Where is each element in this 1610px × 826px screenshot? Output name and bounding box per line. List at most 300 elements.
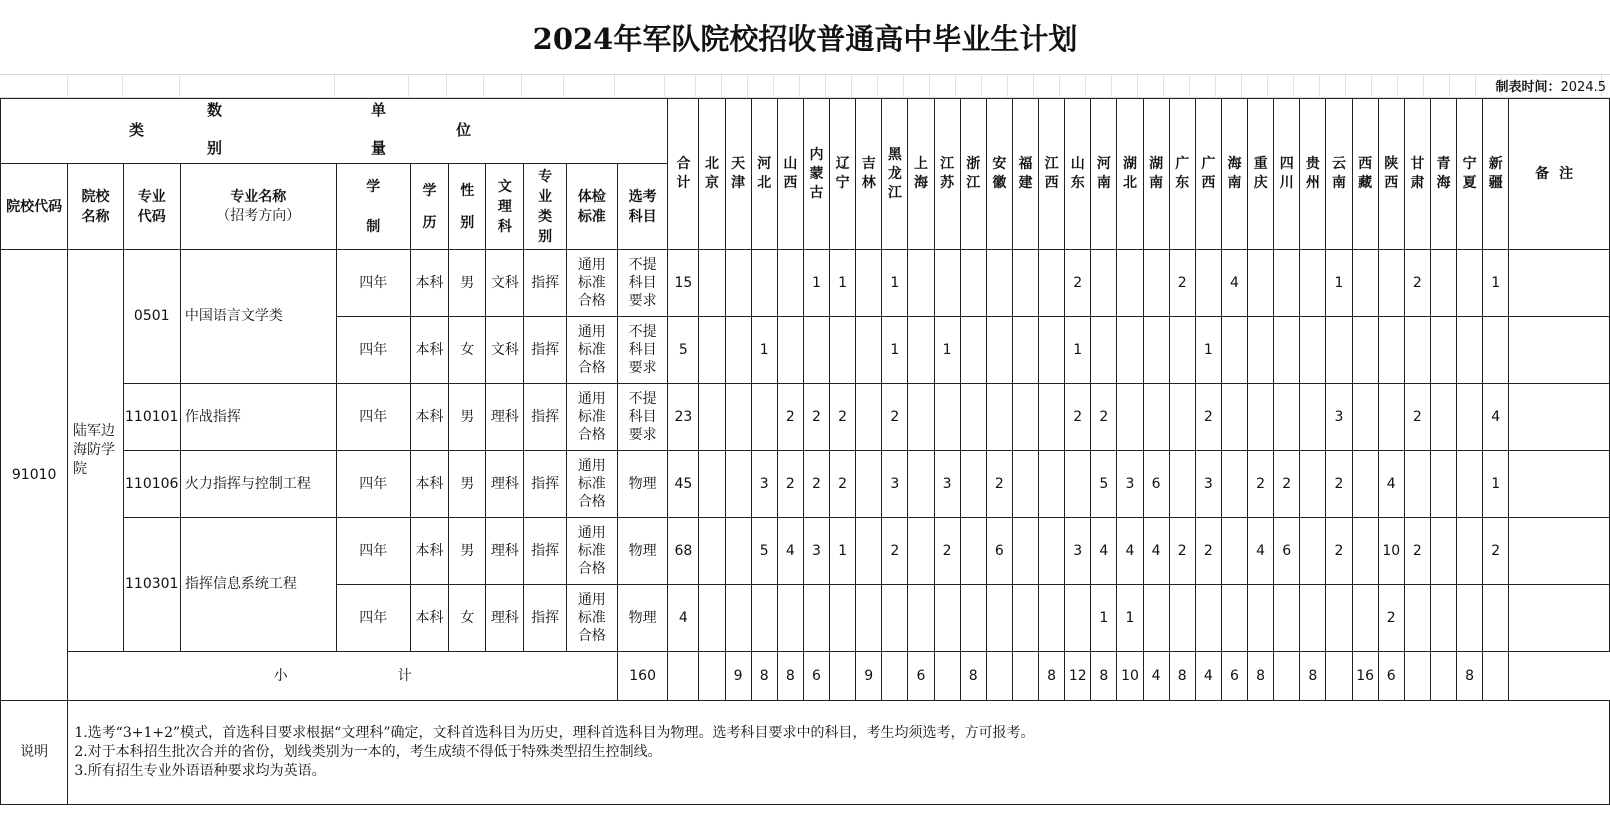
header-major-code-text: 专业代码 [137, 188, 166, 225]
cell-leibie: 指挥 [524, 250, 566, 317]
cell-xingbie: 男 [449, 384, 486, 451]
cell-province-count [1378, 250, 1404, 317]
date-made-value: 2024.5 [1560, 80, 1606, 95]
cell-province-count [1457, 585, 1483, 652]
province-header [960, 99, 986, 250]
cell-province-count: 1 [1065, 317, 1091, 384]
cell-province-count: 1 [830, 518, 856, 585]
cell-province-count: 6 [1274, 518, 1300, 585]
cell-province-count [1352, 451, 1378, 518]
cell-province-count: 3 [1117, 451, 1143, 518]
province-header [1012, 99, 1038, 250]
cell-province-count [751, 250, 777, 317]
cell-province-count: 4 [1248, 518, 1274, 585]
cell-province-count [960, 317, 986, 384]
cell-province-count: 2 [1091, 384, 1117, 451]
cell-province-count [1300, 585, 1326, 652]
cell-province-count [1352, 250, 1378, 317]
cell-province-count [1248, 250, 1274, 317]
subtotal-row [1, 652, 1610, 701]
cell-xueli: 本科 [410, 384, 448, 451]
cell-xingbie: 男 [449, 451, 486, 518]
cell-xuezhi: 四年 [336, 585, 410, 652]
province-header [1300, 99, 1326, 250]
subtotal-province-count: 8 [1457, 652, 1483, 701]
cell-province-count [1039, 384, 1065, 451]
header-xingbie [449, 164, 486, 250]
cell-province-count [986, 585, 1012, 652]
notes-row [1, 701, 1610, 805]
cell-province-count: 2 [777, 451, 803, 518]
province-name: 新疆 [1488, 156, 1503, 191]
cell-tijian-text: 通用标准合格 [577, 256, 606, 309]
header-xuankao-text: 选考科目 [628, 188, 657, 225]
province-name: 北京 [705, 156, 720, 191]
province-header [777, 99, 803, 250]
cell-province-count [1352, 384, 1378, 451]
subtotal-label [68, 652, 618, 701]
cell-province-count: 2 [803, 451, 829, 518]
province-name: 上海 [914, 156, 929, 191]
cell-xuankao-text: 物理 [628, 609, 657, 626]
cell-province-count [725, 518, 751, 585]
cell-xuankao-text: 物理 [628, 542, 657, 559]
province-header [1248, 99, 1274, 250]
cell-total: 23 [668, 384, 699, 451]
cell-xuankao-text: 不提科目要求 [628, 323, 657, 376]
cell-wenli: 理科 [486, 518, 524, 585]
province-header [1404, 99, 1430, 250]
cell-total: 5 [668, 317, 699, 384]
province-header [725, 99, 751, 250]
major-name-cell: 中国语言文学类 [180, 250, 336, 384]
cell-province-count [1143, 317, 1169, 384]
province-name: 浙江 [966, 156, 981, 191]
cell-province-count [1117, 384, 1143, 451]
header-major-name [180, 164, 336, 250]
cell-province-count: 4 [1143, 518, 1169, 585]
cell-province-count [934, 250, 960, 317]
province-header [986, 99, 1012, 250]
province-name: 河北 [757, 156, 772, 191]
province-name: 安徽 [992, 156, 1007, 191]
cell-province-count [1300, 451, 1326, 518]
header-major-code [123, 164, 180, 250]
cell-xueli: 本科 [410, 451, 448, 518]
province-header [1483, 99, 1509, 250]
cell-province-count [1221, 451, 1247, 518]
cell-province-count [856, 250, 882, 317]
header-wenli-text: 文理科 [497, 178, 512, 235]
cell-province-count [1221, 317, 1247, 384]
cell-province-count [1300, 384, 1326, 451]
cell-province-count: 4 [1378, 451, 1404, 518]
diag-liang: 量 [371, 139, 387, 157]
cell-province-count [725, 451, 751, 518]
cell-province-count [830, 317, 856, 384]
cell-province-count: 2 [986, 451, 1012, 518]
data-row [1, 250, 1610, 317]
cell-province-count [908, 384, 934, 451]
province-name: 山东 [1070, 156, 1085, 191]
subtotal-province-count: 16 [1352, 652, 1378, 701]
cell-province-count [777, 585, 803, 652]
cell-province-count: 2 [882, 518, 908, 585]
major-code-cell: 110301 [123, 518, 180, 652]
province-name: 湖南 [1149, 156, 1164, 191]
cell-province-count: 2 [1483, 518, 1509, 585]
cell-province-count [1221, 518, 1247, 585]
cell-province-count [960, 518, 986, 585]
cell-tijian-text: 通用标准合格 [577, 591, 606, 644]
subtotal-province-count: 8 [777, 652, 803, 701]
province-header [751, 99, 777, 250]
cell-province-count [908, 451, 934, 518]
cell-province-count: 2 [777, 384, 803, 451]
cell-province-count [1326, 585, 1352, 652]
subtotal-province-count: 8 [1248, 652, 1274, 701]
header-school-code [1, 164, 68, 250]
subtotal-province-count: 4 [1195, 652, 1221, 701]
province-name: 黑龙江 [887, 146, 902, 201]
cell-province-count [960, 451, 986, 518]
cell-province-count [1169, 451, 1195, 518]
header-leibie [524, 164, 566, 250]
subtotal-province-count: 6 [908, 652, 934, 701]
province-name: 青海 [1436, 156, 1451, 191]
cell-xuankao [617, 250, 667, 317]
subtotal-province-count: 8 [751, 652, 777, 701]
subtotal-province-count: 12 [1065, 652, 1091, 701]
cell-province-count [1430, 451, 1456, 518]
cell-province-count [960, 250, 986, 317]
cell-total: 15 [668, 250, 699, 317]
cell-xuankao [617, 317, 667, 384]
cell-province-count [751, 585, 777, 652]
header-xingbie-text: 性别 [460, 182, 475, 231]
province-header [699, 99, 725, 250]
header-tijian-text: 体检标准 [577, 188, 606, 225]
cell-tijian [566, 518, 617, 585]
cell-province-count [1248, 384, 1274, 451]
cell-province-count [1457, 518, 1483, 585]
header-xuezhi-text: 学制 [366, 178, 381, 235]
cell-province-count: 1 [1195, 317, 1221, 384]
cell-leibie: 指挥 [524, 585, 566, 652]
school-name-text: 陆军边海防学院 [72, 423, 115, 477]
cell-province-count [1065, 585, 1091, 652]
province-header [1378, 99, 1404, 250]
province-name: 重庆 [1253, 156, 1268, 191]
province-header [1221, 99, 1247, 250]
header-row-top [1, 99, 1610, 164]
cell-province-count [1169, 317, 1195, 384]
header-xuezhi [336, 164, 410, 250]
province-name: 福建 [1018, 156, 1033, 191]
province-name: 贵州 [1305, 156, 1320, 191]
cell-province-count [1091, 250, 1117, 317]
cell-remark [1509, 250, 1610, 317]
province-name: 辽宁 [835, 156, 850, 191]
cell-xingbie: 男 [449, 518, 486, 585]
subtotal-province-count [1326, 652, 1352, 701]
header-major-name-text: 专业名称 [230, 188, 287, 205]
cell-province-count [1117, 317, 1143, 384]
header-total-text: 合计 [676, 156, 691, 191]
cell-province-count: 4 [1483, 384, 1509, 451]
data-row [1, 518, 1610, 585]
cell-province-count: 2 [1169, 518, 1195, 585]
note-line: 1.选考“3+1+2”模式，首选科目要求根据“文理科”确定，文科首选科目为历史，理科首选科目为物理。选考科目要求中的科目，考生均须选考，方可报考。 [74, 725, 1035, 741]
cell-province-count: 4 [1117, 518, 1143, 585]
cell-province-count [986, 317, 1012, 384]
cell-province-count [986, 384, 1012, 451]
cell-province-count: 10 [1378, 518, 1404, 585]
cell-province-count [1143, 384, 1169, 451]
cell-xuezhi: 四年 [336, 384, 410, 451]
cell-province-count: 2 [1195, 384, 1221, 451]
subtotal-province-count: 6 [1378, 652, 1404, 701]
notes-label: 说明 [1, 701, 68, 805]
cell-province-count [856, 451, 882, 518]
cell-xuankao [617, 384, 667, 451]
cell-xuankao [617, 451, 667, 518]
note-line: 3.所有招生专业外语语种要求均为英语。 [74, 763, 326, 779]
cell-province-count [725, 585, 751, 652]
cell-province-count [1404, 317, 1430, 384]
page-title: 2024年军队院校招收普通高中毕业生计划 [532, 21, 1078, 56]
cell-wenli: 文科 [486, 250, 524, 317]
cell-province-count [1039, 451, 1065, 518]
cell-province-count [1117, 250, 1143, 317]
province-header [1039, 99, 1065, 250]
province-name: 吉林 [861, 156, 876, 191]
cell-tijian-text: 通用标准合格 [577, 390, 606, 443]
cell-remark [1509, 585, 1610, 652]
province-header [1143, 99, 1169, 250]
cell-province-count [1221, 384, 1247, 451]
cell-province-count: 5 [1091, 451, 1117, 518]
province-header [882, 99, 908, 250]
cell-province-count [1091, 317, 1117, 384]
data-row [1, 384, 1610, 451]
cell-province-count [908, 317, 934, 384]
cell-province-count [699, 384, 725, 451]
header-school-name [68, 164, 123, 250]
cell-remark [1509, 451, 1610, 518]
cell-province-count [1457, 451, 1483, 518]
cell-tijian [566, 317, 617, 384]
cell-province-count [803, 585, 829, 652]
cell-province-count: 2 [1065, 384, 1091, 451]
subtotal-label-a: 小 [273, 667, 288, 684]
subtotal-province-count: 4 [1143, 652, 1169, 701]
cell-tijian-text: 通用标准合格 [577, 457, 606, 510]
province-header [1326, 99, 1352, 250]
cell-province-count [856, 317, 882, 384]
cell-province-count [1352, 585, 1378, 652]
diag-lei: 类 [129, 121, 145, 139]
cell-province-count: 3 [1326, 384, 1352, 451]
diag-wei: 位 [456, 121, 472, 139]
cell-province-count [699, 518, 725, 585]
cell-leibie: 指挥 [524, 451, 566, 518]
subtotal-province-count [830, 652, 856, 701]
cell-province-count [960, 585, 986, 652]
cell-province-count: 2 [830, 384, 856, 451]
subtotal-province-count: 6 [1221, 652, 1247, 701]
cell-province-count [1274, 384, 1300, 451]
cell-total: 4 [668, 585, 699, 652]
cell-tijian-text: 通用标准合格 [577, 323, 606, 376]
header-tijian [566, 164, 617, 250]
cell-province-count [1012, 250, 1038, 317]
province-name: 广西 [1201, 156, 1216, 191]
province-header [1117, 99, 1143, 250]
cell-province-count: 2 [1065, 250, 1091, 317]
cell-xueli: 本科 [410, 250, 448, 317]
header-remark-text: 备注 [1535, 165, 1584, 182]
subtotal-province-count: 8 [1300, 652, 1326, 701]
cell-province-count [1065, 451, 1091, 518]
province-name: 陕西 [1384, 156, 1399, 191]
province-name: 广东 [1175, 156, 1190, 191]
cell-province-count [1457, 317, 1483, 384]
cell-province-count: 1 [934, 317, 960, 384]
cell-leibie: 指挥 [524, 518, 566, 585]
cell-xuezhi: 四年 [336, 317, 410, 384]
province-name: 山西 [783, 156, 798, 191]
subtotal-province-count [1012, 652, 1038, 701]
cell-xingbie: 女 [449, 317, 486, 384]
cell-province-count [1483, 585, 1509, 652]
province-header [934, 99, 960, 250]
province-name: 江西 [1044, 156, 1059, 191]
cell-province-count [725, 250, 751, 317]
major-code-cell: 0501 [123, 250, 180, 384]
cell-province-count [725, 384, 751, 451]
notes-cell [68, 701, 1610, 805]
province-name: 云南 [1332, 156, 1347, 191]
header-xueli [410, 164, 448, 250]
cell-province-count: 4 [1221, 250, 1247, 317]
cell-province-count: 1 [803, 250, 829, 317]
cell-province-count: 3 [934, 451, 960, 518]
cell-province-count [1012, 451, 1038, 518]
province-name: 宁夏 [1462, 156, 1477, 191]
cell-province-count [1195, 585, 1221, 652]
subtotal-province-count [986, 652, 1012, 701]
province-header [803, 99, 829, 250]
cell-xuankao-text: 物理 [628, 475, 657, 492]
cell-province-count [1274, 585, 1300, 652]
cell-province-count [699, 317, 725, 384]
school-code-cell: 91010 [1, 250, 68, 701]
major-code-cell: 110101 [123, 384, 180, 451]
cell-province-count: 1 [1117, 585, 1143, 652]
cell-province-count [1012, 585, 1038, 652]
subtotal-province-count: 9 [725, 652, 751, 701]
subtotal-province-count [934, 652, 960, 701]
cell-province-count: 2 [882, 384, 908, 451]
province-header [1430, 99, 1456, 250]
cell-province-count: 1 [1326, 250, 1352, 317]
cell-province-count [908, 585, 934, 652]
province-name: 西藏 [1358, 156, 1373, 191]
province-name: 江苏 [940, 156, 955, 191]
cell-xueli: 本科 [410, 585, 448, 652]
cell-xuankao-text: 不提科目要求 [628, 256, 657, 309]
cell-province-count [856, 518, 882, 585]
cell-xueli: 本科 [410, 518, 448, 585]
cell-province-count [699, 250, 725, 317]
cell-tijian-text: 通用标准合格 [577, 524, 606, 577]
cell-province-count [986, 250, 1012, 317]
subtotal-province-count: 8 [1039, 652, 1065, 701]
cell-province-count: 1 [882, 317, 908, 384]
cell-province-count: 3 [803, 518, 829, 585]
cell-province-count [1483, 317, 1509, 384]
cell-province-count [934, 585, 960, 652]
subtotal-province-count: 8 [1169, 652, 1195, 701]
province-header [1169, 99, 1195, 250]
cell-province-count [1326, 317, 1352, 384]
subtotal-province-count: 10 [1117, 652, 1143, 701]
cell-province-count [1457, 384, 1483, 451]
cell-province-count [1300, 317, 1326, 384]
cell-province-count [1012, 317, 1038, 384]
subtotal-province-count [1274, 652, 1300, 701]
cell-province-count [1352, 518, 1378, 585]
province-header [1065, 99, 1091, 250]
note-line: 2.对于本科招生批次合并的省份，划线类别为一本的，考生成绩不得低于特殊类型招生控制线。 [74, 744, 662, 760]
cell-xuankao [617, 585, 667, 652]
cell-province-count [1169, 585, 1195, 652]
cell-province-count [1143, 250, 1169, 317]
subtotal-province-count: 8 [1091, 652, 1117, 701]
cell-province-count: 2 [1404, 250, 1430, 317]
cell-province-count [1248, 317, 1274, 384]
cell-province-count: 3 [882, 451, 908, 518]
cell-province-count [1430, 585, 1456, 652]
province-name: 内蒙古 [809, 146, 824, 201]
cell-leibie: 指挥 [524, 384, 566, 451]
subtotal-label-b: 计 [397, 667, 412, 684]
cell-wenli: 理科 [486, 585, 524, 652]
diagonal-header [1, 99, 668, 164]
cell-tijian [566, 451, 617, 518]
cell-province-count: 4 [777, 518, 803, 585]
cell-province-count: 6 [986, 518, 1012, 585]
province-header [1091, 99, 1117, 250]
subtotal-province-count [668, 652, 699, 701]
subtotal-province-count [1404, 652, 1430, 701]
cell-province-count [1195, 250, 1221, 317]
cell-total: 68 [668, 518, 699, 585]
major-name-cell: 指挥信息系统工程 [180, 518, 336, 652]
cell-xuankao [617, 518, 667, 585]
cell-province-count: 2 [1378, 585, 1404, 652]
cell-province-count: 2 [1404, 384, 1430, 451]
cell-province-count [699, 585, 725, 652]
cell-wenli: 文科 [486, 317, 524, 384]
province-name: 河南 [1096, 156, 1111, 191]
cell-wenli: 理科 [486, 384, 524, 451]
subtotal-remark [1483, 652, 1509, 701]
cell-province-count [777, 250, 803, 317]
cell-province-count: 2 [803, 384, 829, 451]
subtotal-province-count: 6 [803, 652, 829, 701]
